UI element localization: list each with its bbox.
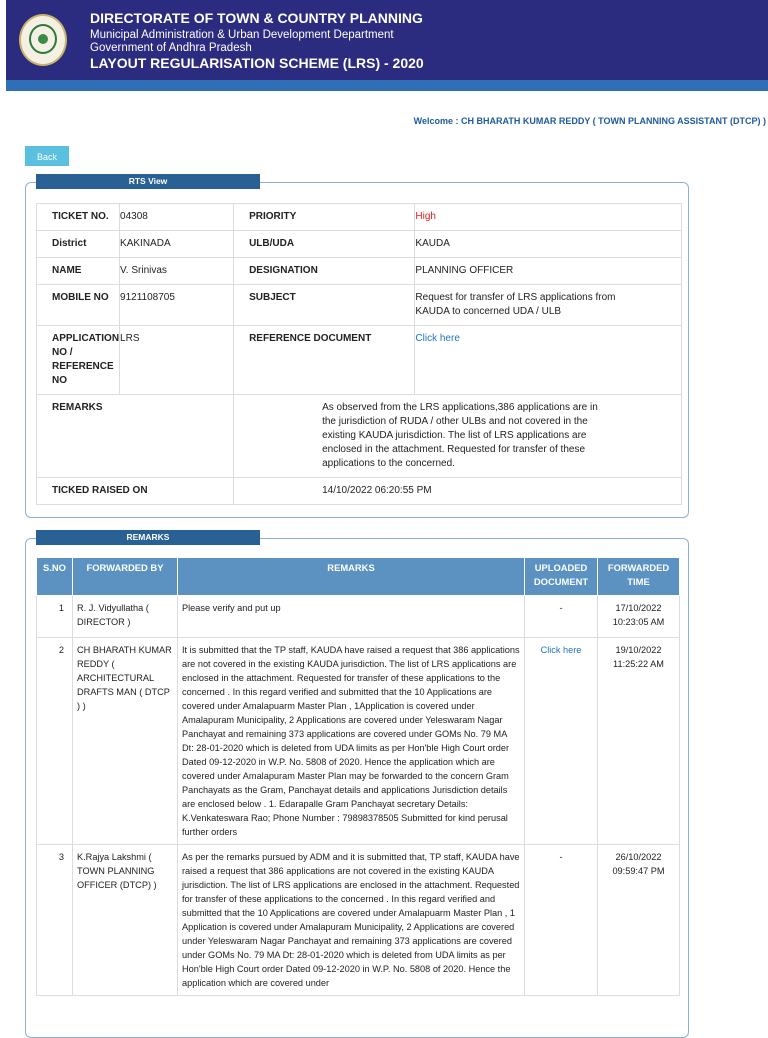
raised-on-label: TICKED RAISED ON bbox=[37, 478, 234, 505]
application-no-value: LRS bbox=[120, 326, 234, 395]
remarks-value: As observed from the LRS applications,386 applications are in the jurisdiction of RUDA / other ULBs and not covered in the existing KAUDA jurisdiction. The list of LRS applications are enclosed in the attachment. Requested for transfer of these applications to the concerned. bbox=[234, 395, 682, 478]
rts-row-raised bbox=[37, 478, 682, 505]
row-forwarded-by: K.Rajya Lakshmi ( TOWN PLANNING OFFICER (DTCP) ) bbox=[73, 845, 178, 996]
state-emblem-icon bbox=[19, 14, 67, 66]
col-remarks: REMARKS bbox=[178, 558, 525, 596]
remarks-header-row bbox=[37, 558, 680, 596]
row-forwarded-by: CH BHARATH KUMAR REDDY ( ARCHITECTURAL DRAFTS MAN ( DTCP ) ) bbox=[73, 638, 178, 845]
rts-row-application bbox=[37, 326, 682, 395]
row-sno: 1 bbox=[37, 596, 73, 638]
ticket-no-label: TICKET NO. bbox=[37, 204, 120, 231]
header-strip bbox=[6, 80, 768, 91]
table-row bbox=[37, 596, 680, 638]
welcome-text: Welcome : CH BHARATH KUMAR REDDY ( TOWN PLANNING ASSISTANT (DTCP) ) bbox=[413, 116, 766, 126]
row-time: 17/10/2022 10:23:05 AM bbox=[598, 596, 680, 638]
mobile-label: MOBILE NO bbox=[37, 285, 120, 326]
application-no-label: APPLICATION NO / REFERENCE NO bbox=[37, 326, 120, 395]
row-document: - bbox=[525, 845, 598, 996]
rts-row-ticket bbox=[37, 204, 682, 231]
col-sno: S.NO bbox=[37, 558, 73, 596]
row-remark: Please verify and put up bbox=[178, 596, 525, 638]
back-button[interactable]: Back bbox=[25, 146, 69, 166]
row-remark: It is submitted that the TP staff, KAUDA have raised a request that 386 applications are not covered in the existing KAUDA jurisdiction. The list of LRS applications are enclosed in the attachment. Requested for transfer of these applications to the concerned . In this regard verified and submitted that the 10 Applications are covered under Amalapuarm Master Plan , 1Application is covered under Amalapuram Municipality, 2 Applications are covered under Yeleswaram Nagar Panchayat and remaining 373 applications are covered under GOMs No. 79 MA Dt: 28-01-2020 which is deleted from UDA limits as per Hon'ble High Court order Dated 09-12-2020 in W.P. No. 5808 of 2020. Hence the application which are covered under Amalapuram Master Plan may be forwarded to the concern Gram Panchayats as the Gram, Panchayat details and applications Jurisdiction details are enclosed below . 1. Edarapalle Gram Panchayat secretary Details: K.Venkateswara Rao; Phone Number : 79898378505 Submitted for kind perusal further orders bbox=[178, 638, 525, 845]
reference-document-label: REFERENCE DOCUMENT bbox=[234, 326, 415, 395]
reference-document-link[interactable]: Click here bbox=[415, 333, 460, 344]
name-value: V. Srinivas bbox=[120, 258, 234, 285]
row-time: 26/10/2022 09:59:47 PM bbox=[598, 845, 680, 996]
row-document-link[interactable]: Click here bbox=[540, 645, 582, 655]
mobile-value: 9121108705 bbox=[120, 285, 234, 326]
ticket-no-value: 04308 bbox=[120, 204, 234, 231]
designation-value: PLANNING OFFICER bbox=[415, 258, 682, 285]
district-value: KAKINADA bbox=[120, 231, 234, 258]
priority-label: PRIORITY bbox=[234, 204, 415, 231]
rts-row-name bbox=[37, 258, 682, 285]
header-government: Government of Andhra Pradesh bbox=[90, 42, 252, 54]
ulb-label: ULB/UDA bbox=[234, 231, 415, 258]
row-document: - bbox=[525, 596, 598, 638]
remarks-label: REMARKS bbox=[37, 395, 234, 478]
raised-on-value: 14/10/2022 06:20:55 PM bbox=[234, 478, 682, 505]
district-label: District bbox=[37, 231, 120, 258]
rts-row-remarks bbox=[37, 395, 682, 478]
row-forwarded-by: R. J. Vidyullatha ( DIRECTOR ) bbox=[73, 596, 178, 638]
table-row bbox=[37, 845, 680, 996]
col-uploaded-document: UPLOADED DOCUMENT bbox=[525, 558, 598, 596]
row-remark: As per the remarks pursued by ADM and it is submitted that, TP staff, KAUDA have raised a request that 386 applications are not covered in the existing KAUDA jurisdiction. The list of LRS applications are enclosed in the attachment. Requested for transfer of these applications to the concerned . In this regard verified and submitted that the 10 Applications are covered under Amalapuarm Master Plan , 1 Application is covered under Amalapuram Municipality, 2 Applications are covered under Yeleswaram Nagar Panchayat and remaining 373 applications are covered under GOMs No. 79 MA Dt: 28-01-2020 which is deleted from UDA limits as per Hon'ble High Court order Dated 09-12-2020 in W.P. No. 5808 of 2020. Hence the application which are covered under bbox=[178, 845, 525, 996]
priority-value: High bbox=[415, 204, 682, 231]
rts-details-table bbox=[36, 203, 682, 505]
subject-label: SUBJECT bbox=[234, 285, 415, 326]
col-forwarded-time: FORWARDED TIME bbox=[598, 558, 680, 596]
rts-row-district bbox=[37, 231, 682, 258]
name-label: NAME bbox=[37, 258, 120, 285]
remarks-table bbox=[36, 557, 680, 996]
header-title: DIRECTORATE OF TOWN & COUNTRY PLANNING bbox=[90, 10, 423, 26]
row-time: 19/10/2022 11:25:22 AM bbox=[598, 638, 680, 845]
header-department: Municipal Administration & Urban Development Department bbox=[90, 29, 394, 41]
table-row bbox=[37, 638, 680, 845]
rts-row-mobile bbox=[37, 285, 682, 326]
row-sno: 3 bbox=[37, 845, 73, 996]
designation-label: DESIGNATION bbox=[234, 258, 415, 285]
rts-view-tab: RTS View bbox=[36, 174, 260, 189]
remarks-tab: REMARKS bbox=[36, 530, 260, 545]
col-forwarded-by: FORWARDED BY bbox=[73, 558, 178, 596]
header-scheme: LAYOUT REGULARISATION SCHEME (LRS) - 2020 bbox=[90, 55, 424, 71]
row-sno: 2 bbox=[37, 638, 73, 845]
subject-value: Request for transfer of LRS applications from KAUDA to concerned UDA / ULB bbox=[415, 285, 682, 326]
ulb-value: KAUDA bbox=[415, 231, 682, 258]
